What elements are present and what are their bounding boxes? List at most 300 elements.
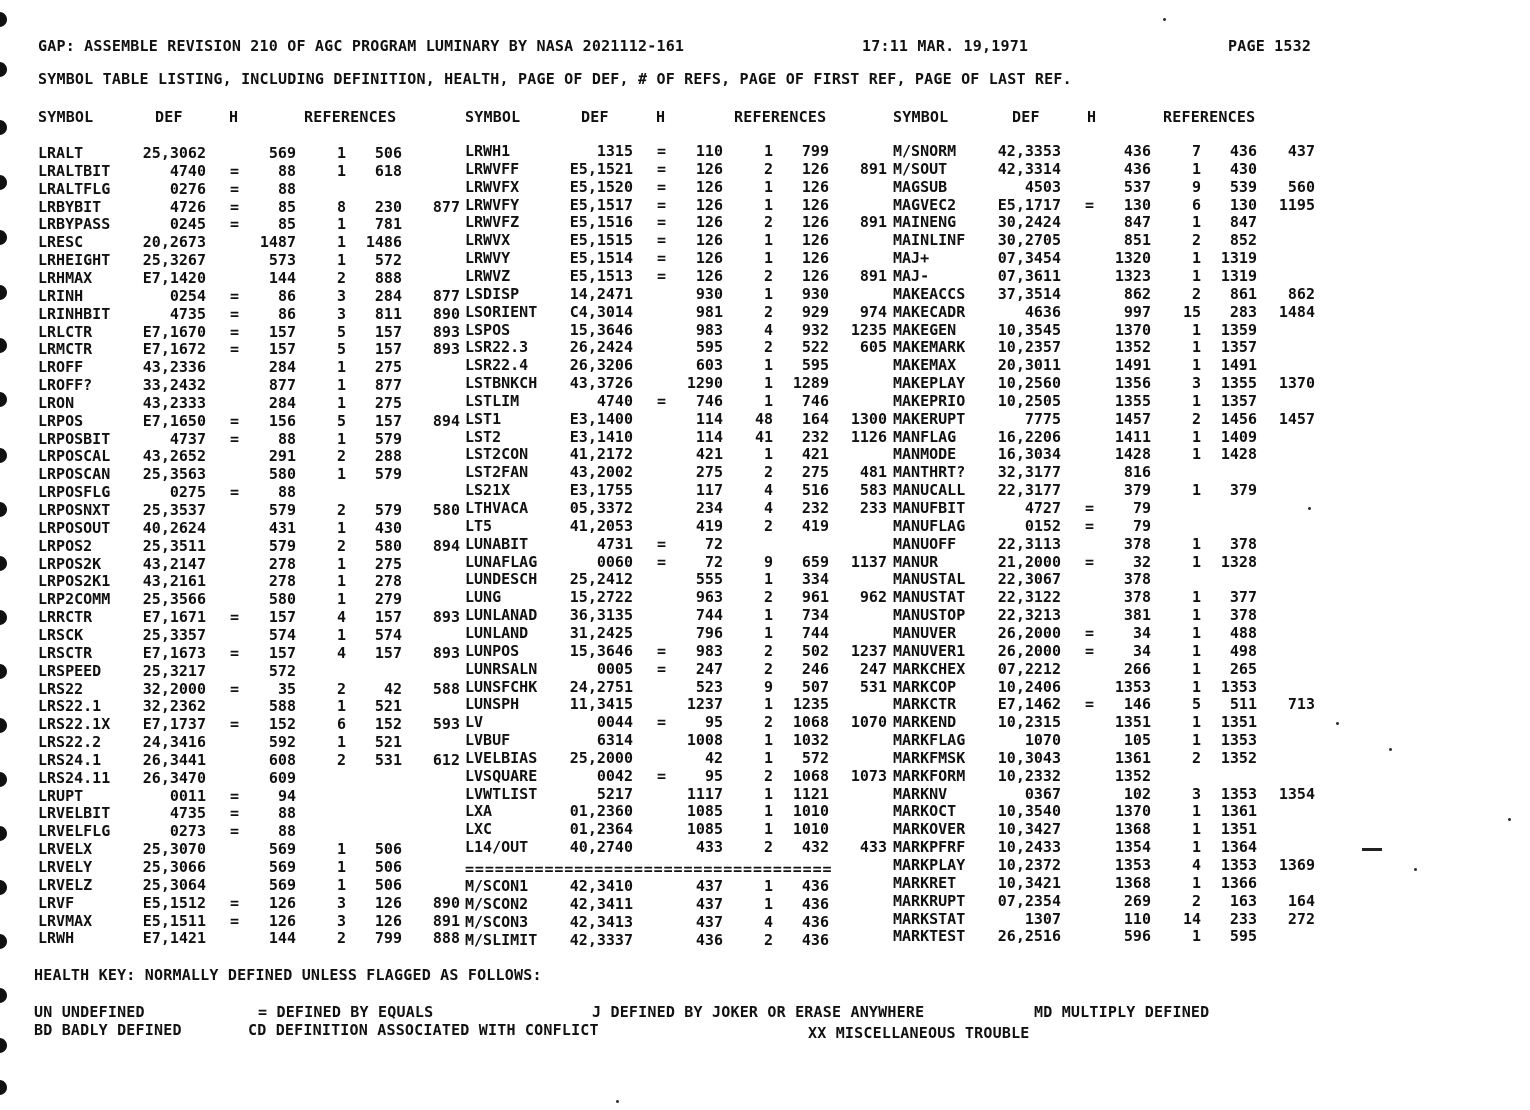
def-cell: 25,3267 [142, 251, 206, 270]
ref-count-cell: 2 [763, 463, 773, 482]
def-cell: 4740 [596, 391, 633, 410]
def-page-cell: 32 [1132, 552, 1151, 571]
first-ref-cell: 436 [801, 894, 829, 913]
def-cell: 25,3070 [142, 840, 206, 859]
ref-count-cell: 2 [763, 159, 773, 178]
ref-count-cell: 1 [1191, 159, 1201, 178]
symbol-cell: M/SCON2 [465, 894, 529, 913]
first-ref-cell: 436 [801, 912, 829, 931]
def-cell: E7,1671 [142, 608, 206, 627]
first-ref-cell: 1319 [1220, 266, 1257, 285]
scan-speck [1163, 18, 1166, 21]
symbol-cell: MAKECADR [893, 302, 966, 321]
symbol-cell: LRPOS2K [38, 554, 102, 573]
first-ref-cell: 799 [374, 929, 402, 948]
first-ref-cell: 378 [1229, 606, 1257, 625]
binder-hole [0, 772, 7, 787]
ref-count-cell: 1 [336, 572, 346, 591]
def-cell: 4740 [169, 161, 206, 180]
symbol-cell: LRUPT [38, 786, 84, 805]
symbol-cell: LRVELX [38, 840, 93, 859]
last-ref-cell: 1073 [850, 766, 887, 785]
health-cell: = [230, 643, 240, 662]
def-cell: 42,3337 [569, 930, 633, 949]
symbol-cell: M/SCON3 [465, 912, 529, 931]
def-cell: 26,3470 [142, 768, 206, 787]
ref-count-cell: 4 [1191, 856, 1201, 874]
def-cell: E7,1737 [142, 715, 206, 734]
last-ref-cell: 877 [432, 286, 460, 305]
def-cell: 4503 [1024, 177, 1061, 196]
symbol-cell: LV [465, 713, 484, 732]
first-ref-cell: 502 [801, 641, 829, 660]
ref-count-cell: 5 [336, 322, 346, 341]
def-cell: 05,3372 [569, 499, 633, 517]
last-ref-cell: 1370 [1278, 374, 1315, 393]
first-ref-cell: 506 [374, 840, 402, 859]
first-ref-cell: 511 [1229, 695, 1257, 714]
col-references: REFERENCES [304, 108, 397, 126]
first-ref-cell: 580 [374, 536, 402, 555]
scan-speck [1336, 722, 1339, 725]
symbol-cell: LRVELFLG [38, 822, 111, 841]
symbol-cell: MANMODE [893, 445, 957, 464]
def-page-cell: 110 [1123, 909, 1151, 928]
def-cell: 6314 [596, 731, 633, 750]
symbol-cell: MANUFLAG [893, 516, 966, 535]
ref-count-cell: 1 [1191, 820, 1201, 839]
def-cell: 10,3421 [997, 873, 1061, 892]
symbol-cell: MAKEMARK [893, 338, 966, 357]
symbol-cell: LRSPEED [38, 661, 102, 680]
ref-count-cell: 1 [763, 802, 773, 821]
symbol-cell: MAKEGEN [893, 320, 957, 339]
first-ref-cell: 498 [1229, 641, 1257, 660]
def-cell: 15,3646 [569, 641, 633, 660]
def-cell: 43,2652 [142, 447, 206, 466]
def-page-cell: 88 [277, 822, 296, 841]
first-ref-cell: 746 [801, 391, 829, 410]
def-page-cell: 86 [277, 286, 296, 305]
def-cell: 0005 [596, 659, 633, 678]
first-ref-cell: 1121 [792, 784, 829, 803]
def-page-cell: 555 [695, 570, 723, 589]
first-ref-cell: 275 [374, 393, 402, 412]
ref-count-cell: 1 [1191, 838, 1201, 857]
symbol-cell: LST2 [465, 427, 502, 446]
ref-count-cell: 1 [763, 731, 773, 750]
ref-count-cell: 2 [1191, 409, 1201, 428]
def-page-cell: 378 [1123, 588, 1151, 607]
def-cell: 15,2722 [569, 588, 633, 607]
def-page-cell: 269 [1123, 891, 1151, 910]
last-ref-cell: 893 [432, 322, 460, 341]
def-page-cell: 537 [1123, 177, 1151, 196]
ref-count-cell: 1 [763, 570, 773, 589]
last-ref-cell: 713 [1287, 695, 1315, 714]
first-ref-cell: 436 [801, 930, 829, 949]
def-page-cell: 88 [277, 179, 296, 198]
symbol-cell: LRPOSNXT [38, 501, 111, 519]
ref-count-cell: 1 [763, 748, 773, 767]
def-page-cell: 381 [1123, 606, 1151, 625]
first-ref-cell: 1010 [792, 820, 829, 839]
last-ref-cell: 1457 [1278, 409, 1315, 428]
def-page-cell: 609 [268, 768, 296, 787]
first-ref-cell: 488 [1229, 623, 1257, 642]
symbol-cell: LUNG [465, 588, 502, 607]
def-cell: 0276 [169, 179, 206, 198]
binder-hole [0, 502, 7, 517]
first-ref-cell: 126 [801, 177, 829, 196]
ref-count-cell: 1 [1191, 659, 1201, 678]
def-page-cell: 284 [268, 393, 296, 412]
def-page-cell: 1352 [1114, 338, 1151, 357]
last-ref-cell: 891 [859, 213, 887, 232]
def-page-cell: 608 [268, 750, 296, 769]
health-cell: = [230, 786, 240, 805]
def-cell: 10,3043 [997, 748, 1061, 767]
health-cell: = [230, 429, 240, 448]
symbol-cell: LRSCK [38, 625, 84, 644]
health-cell: = [230, 715, 240, 734]
ref-count-cell: 1 [336, 429, 346, 448]
def-cell: 1070 [1024, 731, 1061, 750]
last-ref-cell: 962 [859, 588, 887, 607]
def-page-cell: 126 [695, 177, 723, 196]
last-ref-cell: 891 [859, 159, 887, 178]
last-ref-cell: 580 [432, 501, 460, 519]
health-cell: = [230, 608, 240, 627]
symbol-cell: LRP2COMM [38, 590, 111, 609]
def-page-cell: 35 [277, 679, 296, 698]
health-key-bd: BD BADLY DEFINED [34, 1021, 182, 1039]
def-cell: 0152 [1024, 516, 1061, 535]
def-cell: 0060 [596, 552, 633, 571]
def-page-cell: 114 [695, 409, 723, 428]
symbol-cell: MANUVER [893, 623, 957, 642]
symbol-cell: MAKEMAX [893, 356, 957, 375]
first-ref-cell: 1486 [365, 233, 402, 252]
ref-count-cell: 4 [763, 481, 773, 500]
def-page-cell: 126 [695, 231, 723, 250]
last-ref-cell: 890 [432, 304, 460, 323]
def-page-cell: 85 [277, 197, 296, 216]
last-ref-cell: 1300 [850, 409, 887, 428]
ref-count-cell: 1 [763, 894, 773, 913]
col-references: REFERENCES [1163, 108, 1256, 126]
ref-count-cell: 1 [1191, 927, 1201, 946]
first-ref-cell: 1353 [1220, 784, 1257, 803]
def-page-cell: 1487 [259, 233, 296, 252]
symbol-cell: MAJ- [893, 266, 930, 285]
def-page-cell: 1353 [1114, 856, 1151, 874]
symbol-cell: LSORIENT [465, 302, 538, 321]
symbol-cell: LRPOS [38, 411, 84, 430]
def-page-cell: 569 [268, 858, 296, 876]
symbol-cell: LUNDESCH [465, 570, 538, 589]
ref-count-cell: 6 [336, 715, 346, 734]
ref-count-cell: 1 [1191, 481, 1201, 500]
ref-count-cell: 1 [1191, 623, 1201, 642]
def-page-cell: 1457 [1114, 409, 1151, 428]
def-page-cell: 85 [277, 215, 296, 234]
def-page-cell: 436 [1123, 142, 1151, 160]
first-ref-cell: 847 [1229, 213, 1257, 232]
health-cell: = [230, 322, 240, 341]
symbol-cell: LRS22.1X [38, 715, 111, 734]
first-ref-cell: 379 [1229, 481, 1257, 500]
def-cell: 10,3540 [997, 802, 1061, 821]
first-ref-cell: 157 [374, 411, 402, 430]
first-ref-cell: 574 [374, 625, 402, 644]
health-key-cd: CD DEFINITION ASSOCIATED WITH CONFLICT [248, 1021, 599, 1039]
last-ref-cell: 893 [432, 340, 460, 359]
def-page-cell: 746 [695, 391, 723, 410]
def-page-cell: 126 [695, 195, 723, 214]
binder-hole [0, 934, 7, 949]
def-cell: 41,2172 [569, 445, 633, 464]
symbol-cell: LST1 [465, 409, 502, 428]
def-page-cell: 851 [1123, 231, 1151, 250]
symbol-cell: LXC [465, 820, 493, 839]
def-cell: 26,2000 [997, 623, 1061, 642]
ref-count-cell: 2 [336, 536, 346, 555]
symbol-cell: LUNPOS [465, 641, 520, 660]
last-ref-cell: 164 [1287, 891, 1315, 910]
def-cell: C4,3014 [569, 302, 633, 321]
def-page-cell: 580 [268, 590, 296, 609]
def-cell: 0042 [596, 766, 633, 785]
ref-count-cell: 1 [336, 358, 346, 377]
symbol-cell: LRVELZ [38, 875, 93, 894]
def-page-cell: 569 [268, 144, 296, 162]
health-cell: = [657, 249, 667, 268]
first-ref-cell: 283 [1229, 302, 1257, 321]
ref-count-cell: 1 [1191, 249, 1201, 268]
symbol-cell: LRBYPASS [38, 215, 111, 234]
ref-count-cell: 1 [763, 623, 773, 642]
first-ref-cell: 932 [801, 320, 829, 339]
def-page-cell: 266 [1123, 659, 1151, 678]
symbol-cell: MARKPFRF [893, 838, 966, 857]
def-page-cell: 88 [277, 804, 296, 823]
first-ref-cell: 232 [801, 427, 829, 446]
symbol-cell: M/SCON1 [465, 877, 529, 895]
first-ref-cell: 659 [801, 552, 829, 571]
def-cell: 32,3177 [997, 463, 1061, 482]
ref-count-cell: 2 [336, 501, 346, 519]
symbol-cell: LRS22.1 [38, 697, 102, 716]
symbol-cell: LSPOS [465, 320, 511, 339]
ref-count-cell: 2 [763, 302, 773, 321]
def-cell: 40,2740 [569, 838, 633, 857]
def-page-cell: 997 [1123, 302, 1151, 321]
col-health: H [1087, 108, 1097, 126]
symbol-cell: LUNLAND [465, 623, 529, 642]
first-ref-cell: 1359 [1220, 320, 1257, 339]
def-cell: 22,3122 [997, 588, 1061, 607]
def-page-cell: 1085 [686, 802, 723, 821]
def-cell: 22,3177 [997, 481, 1061, 500]
ref-count-cell: 1 [1191, 731, 1201, 750]
def-cell: E5,1516 [569, 213, 633, 232]
first-ref-cell: 1355 [1220, 374, 1257, 393]
binder-hole [0, 718, 7, 733]
def-cell: 10,3545 [997, 320, 1061, 339]
def-cell: 22,3113 [997, 534, 1061, 553]
symbol-cell: MAINLINF [893, 231, 966, 250]
ref-count-cell: 2 [763, 713, 773, 732]
first-ref-cell: 126 [801, 159, 829, 178]
first-ref-cell: 334 [801, 570, 829, 589]
def-page-cell: 72 [704, 534, 723, 553]
def-page-cell: 1491 [1114, 356, 1151, 375]
first-ref-cell: 432 [801, 838, 829, 857]
symbol-cell: MARKRET [893, 873, 957, 892]
def-page-cell: 157 [268, 340, 296, 359]
symbol-cell: LT5 [465, 516, 493, 535]
health-cell: = [1085, 552, 1095, 571]
def-page-cell: 378 [1123, 534, 1151, 553]
last-ref-cell: 1354 [1278, 784, 1315, 803]
ref-count-cell: 48 [754, 409, 773, 428]
ref-count-cell: 2 [763, 516, 773, 535]
symbol-cell: LSDISP [465, 284, 520, 303]
symbol-cell: LRLCTR [38, 322, 93, 341]
first-ref-cell: 595 [801, 356, 829, 375]
last-ref-cell: 605 [859, 338, 887, 357]
ref-count-cell: 2 [336, 929, 346, 948]
first-ref-cell: 1328 [1220, 552, 1257, 571]
first-ref-cell: 618 [374, 161, 402, 180]
first-ref-cell: 1351 [1220, 820, 1257, 839]
last-ref-cell: 890 [432, 893, 460, 912]
health-cell: = [657, 195, 667, 214]
ref-count-cell: 1 [1191, 338, 1201, 357]
symbol-cell: MAKEACCS [893, 284, 966, 303]
def-page-cell: 88 [277, 161, 296, 180]
def-page-cell: 595 [695, 338, 723, 357]
binder-hole [0, 120, 7, 135]
def-cell: 10,2505 [997, 391, 1061, 410]
first-ref-cell: 419 [801, 516, 829, 535]
ref-count-cell: 1 [336, 697, 346, 716]
symbol-cell: LRWH [38, 929, 75, 948]
page-number: PAGE 1532 [1228, 37, 1312, 55]
def-page-cell: 144 [268, 929, 296, 948]
ref-count-cell: 1 [1191, 445, 1201, 464]
def-page-cell: 1323 [1114, 266, 1151, 285]
symbol-cell: LRS22.2 [38, 733, 102, 752]
ref-count-cell: 2 [1191, 891, 1201, 910]
symbol-cell: LRVMAX [38, 911, 93, 930]
def-cell: 43,2161 [142, 572, 206, 591]
def-page-cell: 152 [268, 715, 296, 734]
col-def: DEF [581, 108, 609, 126]
def-page-cell: 291 [268, 447, 296, 466]
symbol-cell: LROFF? [38, 376, 93, 395]
health-cell: = [657, 177, 667, 196]
last-ref-cell: 894 [432, 411, 460, 430]
def-cell: 4636 [1024, 302, 1061, 321]
scan-speck [616, 1100, 619, 1103]
symbol-cell: LSTLIM [465, 391, 520, 410]
def-page-cell: 592 [268, 733, 296, 752]
def-page-cell: 579 [268, 501, 296, 519]
def-cell: 37,3514 [997, 284, 1061, 303]
symbol-cell: LRPOSOUT [38, 518, 111, 537]
first-ref-cell: 126 [801, 213, 829, 232]
first-ref-cell: 1361 [1220, 802, 1257, 821]
def-cell: 25,3563 [142, 465, 206, 484]
def-cell: E5,1520 [569, 177, 633, 196]
ref-count-cell: 6 [1191, 195, 1201, 214]
first-ref-cell: 265 [1229, 659, 1257, 678]
def-cell: 43,2336 [142, 358, 206, 377]
last-ref-cell: 437 [1287, 142, 1315, 160]
first-ref-cell: 516 [801, 481, 829, 500]
first-ref-cell: 579 [374, 465, 402, 484]
symbol-cell: LRRCTR [38, 608, 93, 627]
def-cell: 43,2002 [569, 463, 633, 482]
def-cell: 1307 [1024, 909, 1061, 928]
def-cell: E5,1717 [997, 195, 1061, 214]
scan-speck [1389, 748, 1392, 751]
binder-hole [0, 610, 7, 625]
first-ref-cell: 930 [801, 284, 829, 303]
ref-count-cell: 1 [336, 376, 346, 395]
health-cell: = [230, 215, 240, 234]
def-page-cell: 437 [695, 894, 723, 913]
last-ref-cell: 894 [432, 536, 460, 555]
ref-count-cell: 9 [1191, 177, 1201, 196]
symbol-cell: MARKTEST [893, 927, 966, 946]
def-cell: 10,2560 [997, 374, 1061, 393]
binder-hole [0, 556, 7, 571]
def-cell: 11,3415 [569, 695, 633, 714]
first-ref-cell: 521 [374, 733, 402, 752]
def-cell: 10,2433 [997, 838, 1061, 857]
def-cell: 41,2053 [569, 516, 633, 535]
def-page-cell: 34 [1132, 641, 1151, 660]
def-page-cell: 275 [695, 463, 723, 482]
def-page-cell: 34 [1132, 623, 1151, 642]
first-ref-cell: 275 [374, 554, 402, 573]
def-page-cell: 1351 [1114, 713, 1151, 732]
symbol-cell: LRHEIGHT [38, 251, 111, 270]
last-ref-cell: 272 [1287, 909, 1315, 928]
ref-count-cell: 3 [1191, 374, 1201, 393]
def-cell: 24,2751 [569, 677, 633, 696]
separator-line: ===================================== [465, 860, 833, 878]
def-page-cell: 1352 [1114, 766, 1151, 785]
ref-count-cell: 1 [763, 695, 773, 714]
def-page-cell: 144 [268, 268, 296, 287]
def-page-cell: 94 [277, 786, 296, 805]
def-page-cell: 126 [268, 911, 296, 930]
health-cell: = [230, 411, 240, 430]
last-ref-cell: 481 [859, 463, 887, 482]
health-cell: = [1085, 516, 1095, 535]
first-ref-cell: 888 [374, 268, 402, 287]
health-cell: = [230, 804, 240, 823]
def-page-cell: 157 [268, 643, 296, 662]
first-ref-cell: 572 [801, 748, 829, 767]
symbol-cell: MAJ+ [893, 249, 930, 268]
def-cell: E5,1513 [569, 266, 633, 285]
symbol-cell: LST2CON [465, 445, 529, 464]
